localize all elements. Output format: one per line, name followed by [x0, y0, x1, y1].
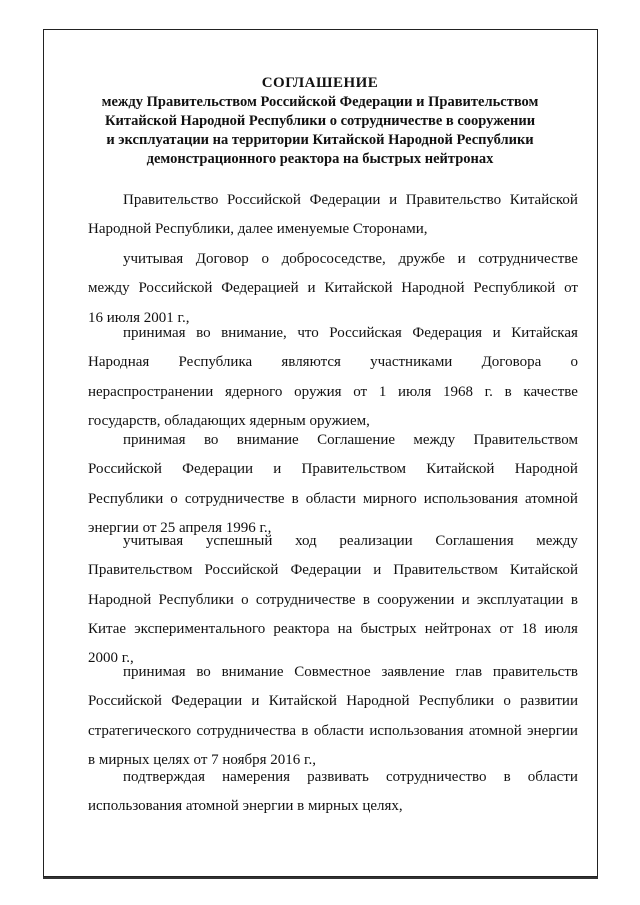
paragraph-joint-statement-2016	[88, 658, 578, 775]
word: Договор	[195, 251, 249, 267]
word: развивать	[307, 769, 369, 785]
word: в	[291, 490, 299, 507]
word: Федерации	[290, 562, 362, 579]
word: г.	[484, 383, 493, 400]
text-line	[88, 378, 578, 407]
word: в	[570, 591, 578, 608]
word: Республики	[418, 693, 495, 710]
word: внимание	[221, 664, 284, 680]
word: от	[564, 280, 578, 297]
word: нераспространении	[88, 383, 214, 400]
text-line	[88, 658, 578, 687]
word: о	[503, 693, 511, 710]
word: и	[251, 693, 260, 710]
word: Республика	[178, 354, 253, 371]
title-line: между Правительством Российской Федерации и Правительством	[101, 94, 539, 110]
word: атомной	[468, 722, 522, 739]
text-line: в мирных целях от 7 ноября 2016 г.,	[88, 751, 317, 768]
word: Правительство	[405, 192, 502, 208]
text-line: использования атомной энергии в мирных целях,	[88, 798, 403, 815]
word: намерения	[222, 769, 291, 785]
word: Китае	[88, 620, 127, 637]
word: Правительством	[393, 562, 498, 579]
text-line: 2000 г.,	[88, 650, 134, 667]
word: Народной	[401, 280, 465, 297]
word: добрососедстве,	[281, 251, 386, 267]
word: сотрудничестве	[184, 490, 285, 507]
word: Российской	[227, 192, 301, 208]
word: июля	[544, 620, 578, 637]
word: Федерации	[171, 693, 243, 710]
word: Российской	[88, 461, 162, 478]
text-line	[88, 319, 578, 348]
word: Совместное	[294, 664, 371, 680]
word: о	[170, 490, 178, 507]
text-line	[88, 245, 578, 274]
word: о	[241, 591, 249, 608]
word: в	[362, 591, 370, 608]
word: мирного	[362, 490, 417, 507]
word: Федерация	[412, 325, 483, 341]
word: в	[301, 722, 309, 739]
text-line	[88, 717, 578, 746]
word: качестве	[523, 383, 578, 400]
paragraph-parties	[88, 186, 578, 245]
word: являются	[281, 354, 341, 371]
text-line: энергии от 25 апреля 1996 г.,	[88, 519, 272, 536]
word: между	[413, 432, 456, 448]
word: Республики	[158, 591, 234, 608]
word: эксплуатации	[476, 591, 564, 608]
word: Правительством	[473, 432, 578, 448]
word: Народной	[514, 461, 578, 478]
word: внимание,	[221, 325, 287, 341]
word: Китайской	[426, 461, 495, 478]
word: сотрудничестве	[255, 591, 356, 608]
title-line: демонстрационного реактора на быстрых нейтронах	[146, 151, 494, 167]
word: и	[492, 325, 501, 341]
text-line: государств, обладающих ядерным оружием,	[88, 412, 370, 429]
word: 1968	[442, 383, 473, 400]
word: успешный	[205, 533, 273, 549]
word: Китайская	[511, 325, 578, 341]
word: области	[527, 769, 578, 785]
word: Китайской	[509, 562, 578, 579]
word: принимая	[123, 432, 186, 448]
word: Китайской	[509, 192, 578, 208]
word: между	[88, 280, 130, 297]
text-line	[88, 615, 578, 644]
word: Народной	[346, 693, 410, 710]
page-border-bottom	[43, 877, 598, 879]
word: использования	[423, 490, 518, 507]
word: атомной	[525, 490, 578, 507]
word: области	[313, 722, 364, 739]
word: экспериментального	[134, 620, 266, 637]
word: во	[203, 432, 219, 448]
paragraph-agreement-1996	[88, 426, 578, 543]
word: Китайской	[324, 280, 393, 297]
word: стратегического	[88, 722, 192, 739]
word: ядерного	[224, 383, 283, 400]
word: сооружении	[377, 591, 455, 608]
word: Правительством	[301, 461, 407, 478]
word: 18	[521, 620, 537, 637]
word: принимая	[123, 325, 186, 341]
word: и	[389, 192, 398, 208]
text-line: Народной Республики, далее именуемые Сторонами,	[88, 221, 428, 238]
text-line	[88, 556, 578, 585]
word: Российской	[88, 693, 162, 710]
word: от	[499, 620, 514, 637]
word: в	[504, 383, 512, 400]
word: что	[297, 325, 319, 341]
paragraph-npt	[88, 319, 578, 436]
word: нейтронах	[424, 620, 492, 637]
word: Китайской	[268, 693, 337, 710]
word: Российской	[204, 562, 279, 579]
word: Договора	[481, 354, 542, 371]
text-line	[88, 586, 578, 615]
word: 1	[378, 383, 387, 400]
word: сотрудничество	[385, 769, 487, 785]
word: и	[461, 591, 470, 608]
word: учитывая	[123, 251, 184, 267]
word: энергии	[527, 722, 578, 739]
word: сотрудничества	[196, 722, 297, 739]
word: и	[273, 461, 282, 478]
text-line: 16 июля 2001 г.,	[88, 309, 190, 326]
text-line	[88, 186, 578, 215]
word: участниками	[370, 354, 453, 371]
word: глав	[455, 664, 483, 680]
word: сотрудничестве	[478, 251, 578, 267]
word: области	[305, 490, 356, 507]
paragraph-agreement-2000	[88, 527, 578, 673]
word: реактора	[273, 620, 330, 637]
word: Федерацией	[221, 280, 299, 297]
word: о	[261, 251, 269, 267]
word: между	[536, 533, 578, 549]
document-title	[70, 74, 570, 169]
text-line	[88, 687, 578, 716]
word: правительств	[492, 664, 578, 680]
word: Соглашение	[317, 432, 396, 448]
word: на	[337, 620, 353, 637]
word: и	[457, 251, 466, 267]
word: Соглашения	[435, 533, 514, 549]
word: заявление	[381, 664, 445, 680]
title-line: и эксплуатации на территории Китайской Народной Республики	[106, 132, 534, 148]
word: Народная	[88, 354, 150, 371]
word: Правительство	[123, 192, 219, 208]
text-line	[88, 485, 578, 514]
word: Российская	[329, 325, 402, 341]
word: ход	[295, 533, 317, 549]
paragraph-intent	[88, 763, 578, 822]
word: оружия	[294, 383, 342, 400]
word: принимая	[123, 664, 186, 680]
word: быстрых	[360, 620, 417, 637]
word: дружбе	[398, 251, 445, 267]
word: во	[196, 664, 211, 680]
word: подтверждая	[123, 769, 205, 785]
text-line	[88, 426, 578, 455]
text-line	[88, 274, 578, 303]
word: внимание	[236, 432, 299, 448]
text-line	[88, 763, 578, 792]
word: Российской	[138, 280, 213, 297]
text-line	[88, 348, 578, 377]
word: развитии	[520, 693, 578, 710]
title-heading: СОГЛАШЕНИЕ	[261, 75, 379, 91]
word: Федерации	[309, 192, 381, 208]
word: Федерации	[182, 461, 254, 478]
word: и	[307, 280, 316, 297]
title-line: Китайской Народной Республики о сотрудничестве в сооружении	[104, 113, 536, 129]
word: июля	[398, 383, 432, 400]
word: в	[503, 769, 511, 785]
word: Республикой	[473, 280, 556, 297]
text-line	[88, 527, 578, 556]
word: Правительством	[88, 562, 193, 579]
text-line	[88, 455, 578, 484]
word: Народной	[88, 591, 152, 608]
word: реализации	[339, 533, 413, 549]
word: учитывая	[123, 533, 184, 549]
word: во	[196, 325, 211, 341]
word: использования	[369, 722, 464, 739]
word: Республики	[88, 490, 164, 507]
word: от	[353, 383, 368, 400]
word: о	[570, 354, 578, 371]
word: и	[373, 562, 382, 579]
